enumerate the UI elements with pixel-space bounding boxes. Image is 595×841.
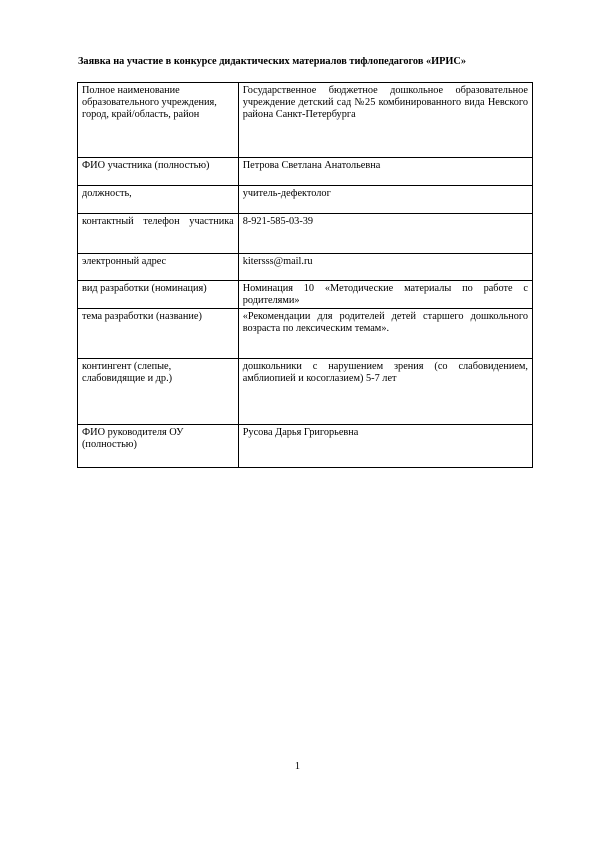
form-row-position xyxy=(78,186,533,214)
label-email: электронный адрес xyxy=(78,254,239,281)
label-topic: тема разработки (название) xyxy=(78,309,239,359)
value-director: Русова Дарья Григорьевна xyxy=(238,425,532,468)
label-position: должность, xyxy=(78,186,239,214)
form-row-institution xyxy=(78,83,533,158)
label-contingent: контингент (слепые, слабовидящие и др.) xyxy=(78,359,239,425)
label-nomination: вид разработки (номинация) xyxy=(78,281,239,309)
form-row-nomination xyxy=(78,281,533,309)
form-row-director xyxy=(78,425,533,468)
form-row-phone xyxy=(78,214,533,254)
value-contingent: дошкольники с нарушением зрения (со слабовидением, амблиопией и косоглазием) 5-7 лет xyxy=(238,359,532,425)
value-topic: «Рекомендации для родителей детей старшего дошкольного возраста по лексическим темам». xyxy=(238,309,532,359)
application-form-table xyxy=(77,82,533,468)
value-institution: Государственное бюджетное дошкольное образовательное учреждение детский сад №25 комбинированного вида Невского района Санкт-Петербурга xyxy=(238,83,532,158)
document-title: Заявка на участие в конкурсе дидактических материалов тифлопедагогов «ИРИС» xyxy=(78,56,466,67)
value-phone: 8-921-585-03-39 xyxy=(238,214,532,254)
value-participant-name: Петрова Светлана Анатольевна xyxy=(238,158,532,186)
page-number: 1 xyxy=(294,761,301,772)
form-row-participant-name xyxy=(78,158,533,186)
value-nomination: Номинация 10 «Методические материалы по работе с родителями» xyxy=(238,281,532,309)
label-participant-name: ФИО участника (полностью) xyxy=(78,158,239,186)
label-institution: Полное наименование образовательного учреждения, город, край/область, район xyxy=(78,83,239,158)
form-row-topic xyxy=(78,309,533,359)
label-director: ФИО руководителя ОУ (полностью) xyxy=(78,425,239,468)
value-email: kitersss@mail.ru xyxy=(238,254,532,281)
form-row-contingent xyxy=(78,359,533,425)
value-position: учитель-дефектолог xyxy=(238,186,532,214)
form-row-email xyxy=(78,254,533,281)
label-phone: контактный телефон участника xyxy=(78,214,239,254)
